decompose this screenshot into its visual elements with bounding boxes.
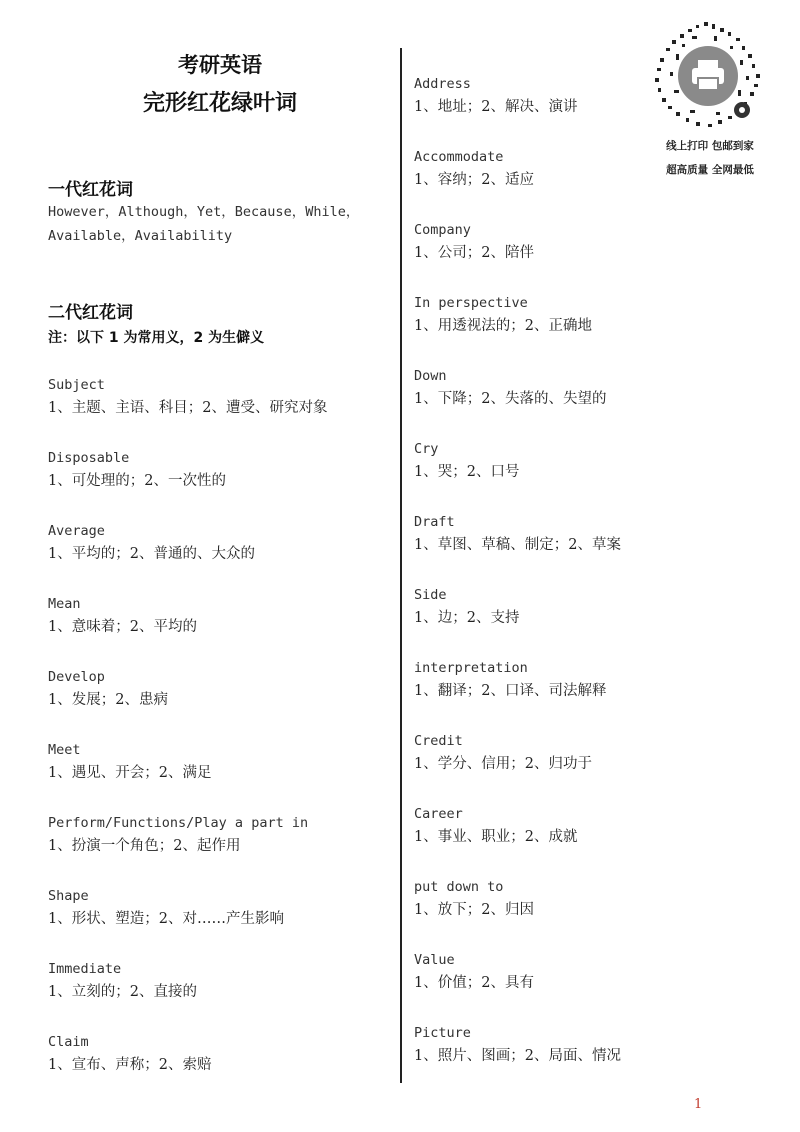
vocab-word: Credit	[414, 733, 463, 749]
vocab-entry	[414, 365, 764, 438]
page-number: 1	[694, 1097, 703, 1112]
vocab-word: Meet	[48, 742, 81, 758]
mini-program-qr-code[interactable]	[652, 20, 764, 132]
vocab-word: In perspective	[414, 295, 528, 311]
vocab-meaning: 1、公司；2、陪伴	[414, 245, 534, 261]
vocab-word: Draft	[414, 514, 455, 530]
vocab-meaning: 1、下降；2、失落的、失望的	[414, 391, 607, 407]
vocab-meaning: 1、可处理的；2、一次性的	[48, 473, 226, 489]
vocab-entry	[48, 885, 398, 958]
vocab-meaning: 1、学分、信用；2、归功于	[414, 756, 592, 772]
vocab-word: Address	[414, 76, 471, 92]
vocab-word: put down to	[414, 879, 504, 895]
vocab-entry	[414, 876, 764, 949]
vocab-meaning: 1、草图、草稿、制定；2、草案	[414, 537, 621, 553]
vocab-word: Average	[48, 523, 105, 539]
section-heading-first-gen: 一代红花词	[48, 180, 133, 200]
vocab-entry	[414, 292, 764, 365]
vocab-meaning: 1、价值；2、具有	[414, 975, 534, 991]
vocab-word: Cry	[414, 441, 439, 457]
vocab-meaning: 1、扮演一个角色；2、起作用	[48, 838, 241, 854]
left-word-list	[48, 374, 398, 1104]
column-divider	[400, 48, 402, 1083]
first-gen-words-line2: Available，Availability	[48, 228, 233, 244]
vocab-word: Mean	[48, 596, 81, 612]
vocab-word: Accommodate	[414, 149, 504, 165]
vocab-meaning: 1、容纳；2、适应	[414, 172, 534, 188]
vocab-word: Value	[414, 952, 455, 968]
qr-caption-line2: 超高质量 全网最低	[666, 164, 754, 176]
vocab-meaning: 1、事业、职业；2、成就	[414, 829, 578, 845]
vocab-word: Down	[414, 368, 447, 384]
vocab-meaning: 1、照片、图画；2、局面、情况	[414, 1048, 621, 1064]
right-word-list	[414, 73, 764, 1095]
vocab-word: interpretation	[414, 660, 528, 676]
vocab-meaning: 1、形状、塑造；2、对……产生影响	[48, 911, 284, 927]
vocab-entry	[414, 657, 764, 730]
vocab-entry	[414, 1022, 764, 1095]
vocab-meaning: 1、平均的；2、普通的、大众的	[48, 546, 255, 562]
vocab-entry	[48, 374, 398, 447]
vocab-entry	[48, 958, 398, 1031]
vocab-entry	[48, 1031, 398, 1104]
vocab-meaning: 1、遇见、开会；2、满足	[48, 765, 212, 781]
vocab-word: Career	[414, 806, 463, 822]
vocab-entry	[48, 812, 398, 885]
vocab-entry	[48, 666, 398, 739]
vocab-word: Shape	[48, 888, 89, 904]
vocab-meaning: 1、宣布、声称；2、索赔	[48, 1057, 212, 1073]
vocab-entry	[48, 520, 398, 593]
section-heading-second-gen: 二代红花词	[48, 303, 133, 323]
vocab-word: Claim	[48, 1034, 89, 1050]
vocab-entry	[414, 803, 764, 876]
vocab-word: Develop	[48, 669, 105, 685]
vocab-meaning: 1、主题、主语、科目；2、遭受、研究对象	[48, 400, 328, 416]
qr-caption-line1: 线上打印 包邮到家	[666, 140, 754, 152]
vocab-meaning: 1、放下；2、归因	[414, 902, 534, 918]
vocab-entry	[414, 730, 764, 803]
vocab-meaning: 1、地址；2、解决、演讲	[414, 99, 578, 115]
vocab-entry	[414, 438, 764, 511]
vocab-word: Disposable	[48, 450, 130, 466]
vocab-entry	[48, 593, 398, 666]
vocab-word: Company	[414, 222, 471, 238]
section-note: 注：以下 1 为常用义，2 为生僻义	[48, 330, 265, 346]
vocab-word: Perform/Functions/Play a part in	[48, 815, 309, 831]
vocab-entry	[48, 447, 398, 520]
first-gen-words-line1: However，Although，Yet，Because，While，	[48, 204, 360, 220]
vocab-word: Side	[414, 587, 447, 603]
document-subtitle: 完形红花绿叶词	[142, 91, 297, 116]
vocab-entry	[414, 584, 764, 657]
vocab-meaning: 1、边；2、支持	[414, 610, 520, 626]
vocab-entry	[414, 219, 764, 292]
vocab-entry	[48, 739, 398, 812]
vocab-meaning: 1、发展；2、患病	[48, 692, 168, 708]
vocab-meaning: 1、翻译；2、口译、司法解释	[414, 683, 607, 699]
vocab-entry	[414, 511, 764, 584]
vocab-meaning: 1、用透视法的；2、正确地	[414, 318, 592, 334]
vocab-meaning: 1、哭；2、口号	[414, 464, 520, 480]
vocab-meaning: 1、意味着；2、平均的	[48, 619, 197, 635]
vocab-meaning: 1、立刻的；2、直接的	[48, 984, 197, 1000]
vocab-entry	[414, 146, 764, 219]
vocab-word: Subject	[48, 377, 105, 393]
vocab-word: Immediate	[48, 961, 122, 977]
vocab-entry	[414, 949, 764, 1022]
vocab-word: Picture	[414, 1025, 471, 1041]
document-title: 考研英语	[178, 53, 262, 77]
